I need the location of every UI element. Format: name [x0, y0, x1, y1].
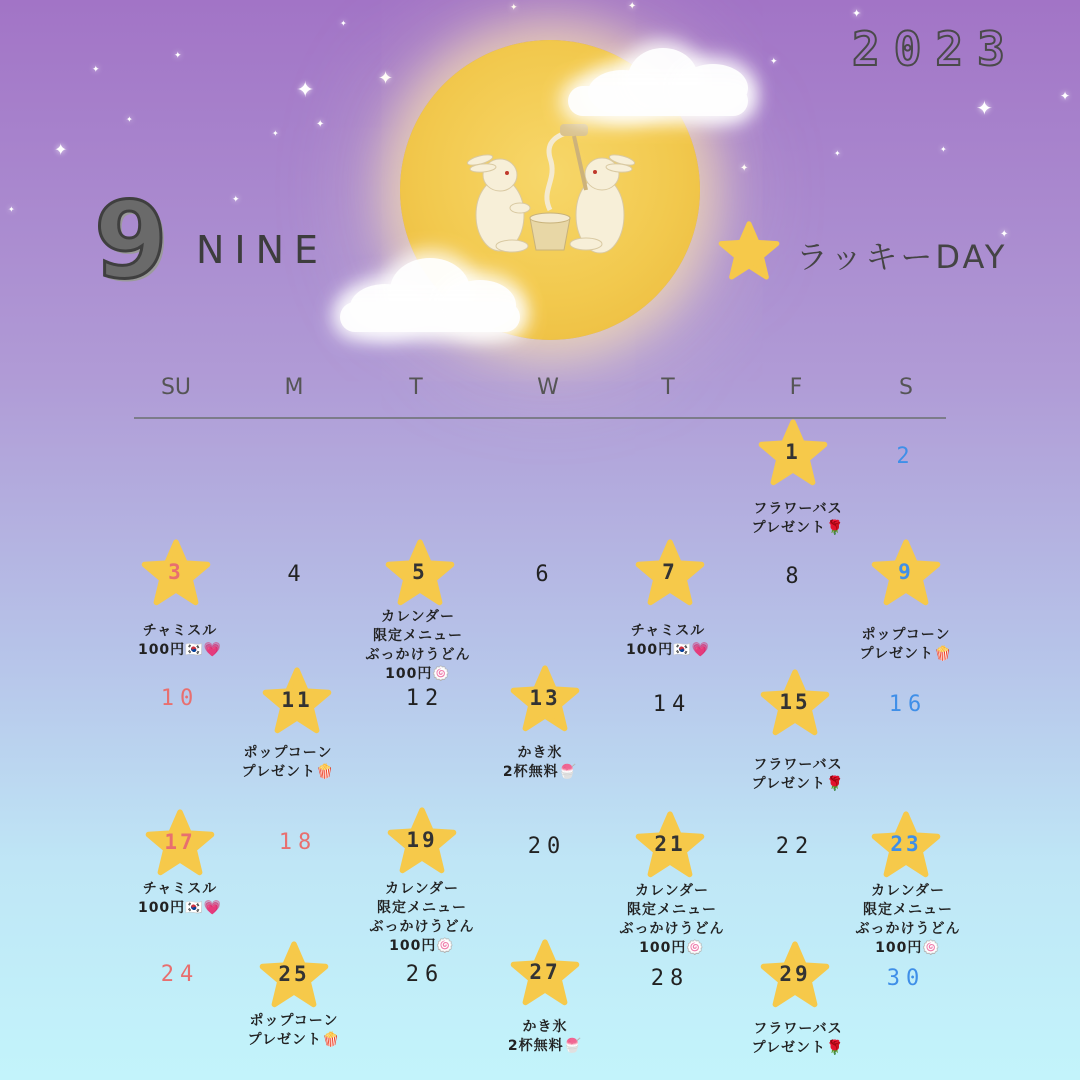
day-number: 15	[779, 690, 811, 714]
day-number: 22	[775, 834, 815, 859]
lucky-day-cell	[249, 940, 339, 1012]
weekday-sunday: SU	[160, 375, 192, 400]
day-number: 2	[896, 444, 916, 469]
day-number: 10	[160, 686, 200, 711]
lucky-day-cell	[131, 538, 221, 610]
day-number: 13	[529, 686, 561, 710]
event-flower-bath: フラワーバス プレゼント🌹	[751, 501, 845, 536]
day-number: 3	[168, 560, 184, 584]
month-word: NINE	[196, 228, 329, 272]
event-kakigori: かき氷 2杯無料🍧	[507, 1019, 583, 1054]
event-calendar-menu: カレンダー 限定メニュー ぶっかけうどん 100円🍥	[365, 609, 471, 682]
day-number: 6	[535, 562, 555, 587]
year-label: 2023	[852, 22, 1019, 76]
sparkle-decoration: ✦	[1060, 89, 1071, 103]
day-number: 18	[278, 830, 318, 855]
event-popcorn: ポップコーン プレゼント🍿	[241, 745, 335, 780]
sparkle-decoration: ✦	[976, 96, 993, 120]
sparkle-decoration: ✦	[272, 129, 279, 138]
weekday-wednesday: W	[537, 375, 559, 400]
lucky-day-cell	[252, 666, 342, 738]
sparkle-decoration: ✦	[296, 78, 315, 103]
day-number: 16	[888, 692, 928, 717]
sparkle-decoration: ✦	[628, 1, 637, 12]
day-number: 5	[412, 560, 428, 584]
event-popcorn: ポップコーン プレゼント🍿	[859, 627, 953, 662]
day-number: 27	[529, 960, 561, 984]
event-chamisul: チャミスル 100円🇰🇷💗	[137, 623, 223, 658]
sparkle-decoration: ✦	[54, 140, 68, 159]
sparkle-decoration: ✦	[510, 3, 518, 13]
day-number: 21	[654, 832, 686, 856]
sparkle-decoration: ✦	[8, 205, 15, 214]
day-number: 17	[164, 830, 196, 854]
day-number: 11	[281, 688, 313, 712]
day-number: 30	[886, 966, 926, 991]
sparkle-decoration: ✦	[174, 51, 182, 61]
day-number: 25	[278, 962, 310, 986]
weekday-saturday: S	[899, 375, 913, 400]
lucky-day-cell	[500, 664, 590, 736]
lucky-day-cell	[861, 810, 951, 882]
event-calendar-menu: カレンダー 限定メニュー ぶっかけうどん 100円🍥	[369, 881, 475, 954]
day-number: 9	[898, 560, 914, 584]
weekday-friday: F	[789, 375, 803, 400]
day-number: 7	[662, 560, 678, 584]
day-number: 24	[160, 962, 200, 987]
lucky-day-cell	[861, 538, 951, 610]
day-number: 1	[785, 440, 801, 464]
event-chamisul: チャミスル 100円🇰🇷💗	[137, 881, 223, 916]
day-number: 12	[405, 686, 445, 711]
event-calendar-menu: カレンダー 限定メニュー ぶっかけうどん 100円🍥	[619, 883, 725, 956]
day-number: 8	[785, 564, 805, 589]
sparkle-decoration: ✦	[232, 195, 240, 205]
star-icon	[718, 220, 780, 282]
day-number: 26	[405, 962, 445, 987]
event-flower-bath: フラワーバス プレゼント🌹	[751, 757, 845, 792]
day-number: 4	[287, 562, 307, 587]
lucky-day-cell	[377, 806, 467, 878]
cloud-decoration	[340, 250, 530, 340]
weekday-monday: M	[284, 375, 304, 400]
lucky-day-cell	[135, 808, 225, 880]
event-chamisul: チャミスル 100円🇰🇷💗	[625, 623, 711, 658]
sparkle-decoration: ✦	[92, 65, 100, 75]
sparkle-decoration: ✦	[126, 115, 133, 124]
day-number: 28	[650, 966, 690, 991]
sparkle-decoration: ✦	[340, 19, 347, 28]
weekday-tuesday: T	[409, 375, 423, 400]
day-number: 19	[406, 828, 438, 852]
day-number: 29	[779, 962, 811, 986]
lucky-day-label: ラッキーDAY	[796, 238, 1008, 276]
month-number: 9	[94, 179, 168, 302]
lucky-day-cell	[375, 538, 465, 610]
sparkle-decoration: ✦	[770, 57, 778, 67]
cloud-decoration	[568, 40, 758, 120]
sparkle-decoration: ✦	[316, 119, 325, 130]
day-number: 23	[890, 832, 922, 856]
lucky-day-cell	[625, 810, 715, 882]
day-number: 14	[652, 692, 692, 717]
sparkle-decoration: ✦	[852, 7, 862, 20]
lucky-day-cell	[748, 418, 838, 490]
sparkle-decoration: ✦	[940, 145, 947, 154]
sparkle-decoration: ✦	[740, 163, 749, 174]
lucky-day-cell	[500, 938, 590, 1010]
lucky-day-cell	[625, 538, 715, 610]
sparkle-decoration: ✦	[378, 68, 394, 89]
weekday-thursday: T	[661, 375, 675, 400]
event-popcorn: ポップコーン プレゼント🍿	[247, 1013, 341, 1048]
sparkle-decoration: ✦	[1000, 229, 1009, 240]
sparkle-decoration: ✦	[834, 149, 841, 158]
day-number: 20	[527, 834, 567, 859]
event-flower-bath: フラワーバス プレゼント🌹	[751, 1021, 845, 1056]
event-kakigori: かき氷 2杯無料🍧	[502, 745, 578, 780]
event-calendar-menu: カレンダー 限定メニュー ぶっかけうどん 100円🍥	[855, 883, 961, 956]
lucky-day-cell	[750, 940, 840, 1012]
lucky-day-cell	[750, 668, 840, 740]
